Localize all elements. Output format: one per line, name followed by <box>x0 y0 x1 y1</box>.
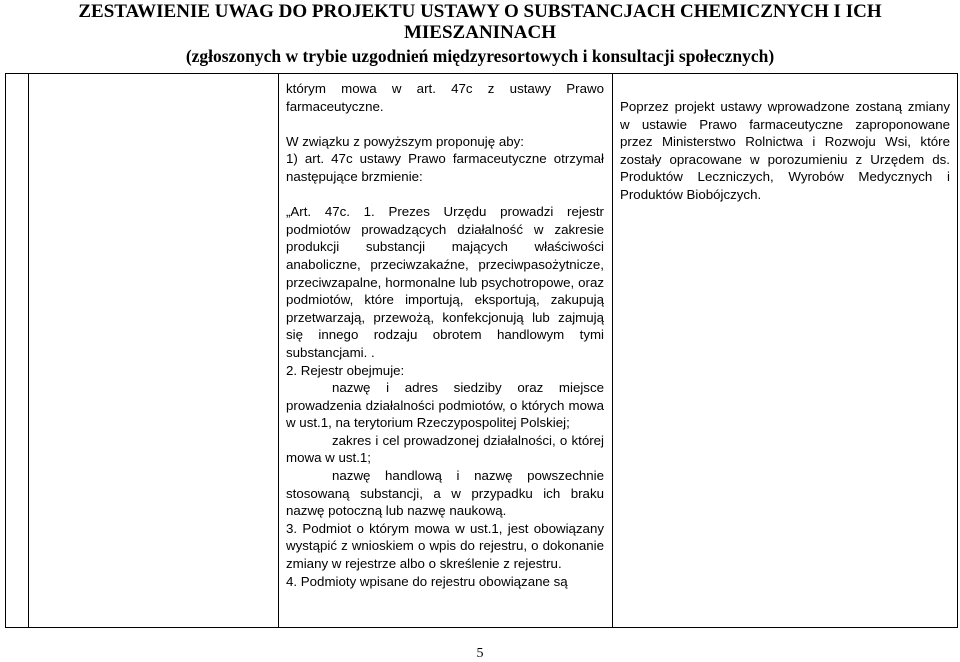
response-paragraph: Poprzez projekt ustawy wprowadzone zostaną zmiany w ustawie Prawo farmaceutyczne zaproponowane przez Ministerstwo Rolnictwa i Rozwoju Wsi, które zostały opracowane w porozumieniu z Urzędem ds. Produktów Leczniczych, Wyrobów Medycznych i Produktów Biobójczych. <box>620 99 950 202</box>
remark-paragraph: 2. Rejestr obejmuje: <box>286 362 405 378</box>
remark-content-cell <box>286 80 604 590</box>
header-title-line1: ZESTAWIENIE UWAG DO PROJEKTU USTAWY O SUBSTANCJACH CHEMICZNYCH I ICH <box>78 1 882 22</box>
header-subtitle: (zgłoszonych w trybie uzgodnień międzyresortowych i konsultacji społecznych) <box>185 46 775 66</box>
remark-paragraph: którym mowa w art. 47c z ustawy Prawo farmaceutyczne. <box>286 81 604 114</box>
header-title-line2: MIESZANINACH <box>403 22 557 43</box>
column-divider-1 <box>28 73 29 628</box>
remark-paragraph: nazwę i adres siedziby oraz miejsce prowadzenia działalności podmiotów, o których mowa w ust.1, na terytorium Rzeczypospolitej Polskiej; <box>286 380 604 431</box>
page-number: 5 <box>476 646 484 661</box>
response-cell <box>620 98 950 204</box>
remark-paragraph: nazwę handlową i nazwę powszechnie stosowaną substancji, a w przypadku ich braku nazwę potoczną lub nazwę naukową. <box>286 468 604 519</box>
column-divider-3 <box>612 73 613 628</box>
document-header <box>0 0 960 67</box>
column-divider-2 <box>278 73 279 628</box>
remark-paragraph: 3. Podmiot o którym mowa w ust.1, jest obowiązany wystąpić z wnioskiem o wpis do rejestru, o dokonanie zmiany w rejestrze albo o skreślenie z rejestru. <box>286 520 604 572</box>
remark-paragraph: 1) art. 47c ustawy Prawo farmaceutyczne otrzymał następujące brzmienie: <box>286 151 604 184</box>
remark-paragraph: W związku z powyższym proponuję aby: <box>286 133 524 149</box>
remark-paragraph: zakres i cel prowadzonej działalności, o której mowa w ust.1; <box>286 432 604 466</box>
remark-paragraph: 4. Podmioty wpisane do rejestru obowiązane są <box>286 573 568 589</box>
remark-paragraph: „Art. 47c. 1. Prezes Urzędu prowadzi rejestr podmiotów prowadzących działalność w zakresie produkcji substancji mających właściwości anaboliczne, przeciwzakaźne, przeciwpasożytnicze, przeciwzapalne, hormonalne lub psychotropowe, oraz podmiotów, które importują, eksportują, zakupują przetwarzają, przewożą, konfekcjonują lub zajmują się innego rodzaju obrotem handlowym tymi substancjami. . <box>286 204 604 360</box>
